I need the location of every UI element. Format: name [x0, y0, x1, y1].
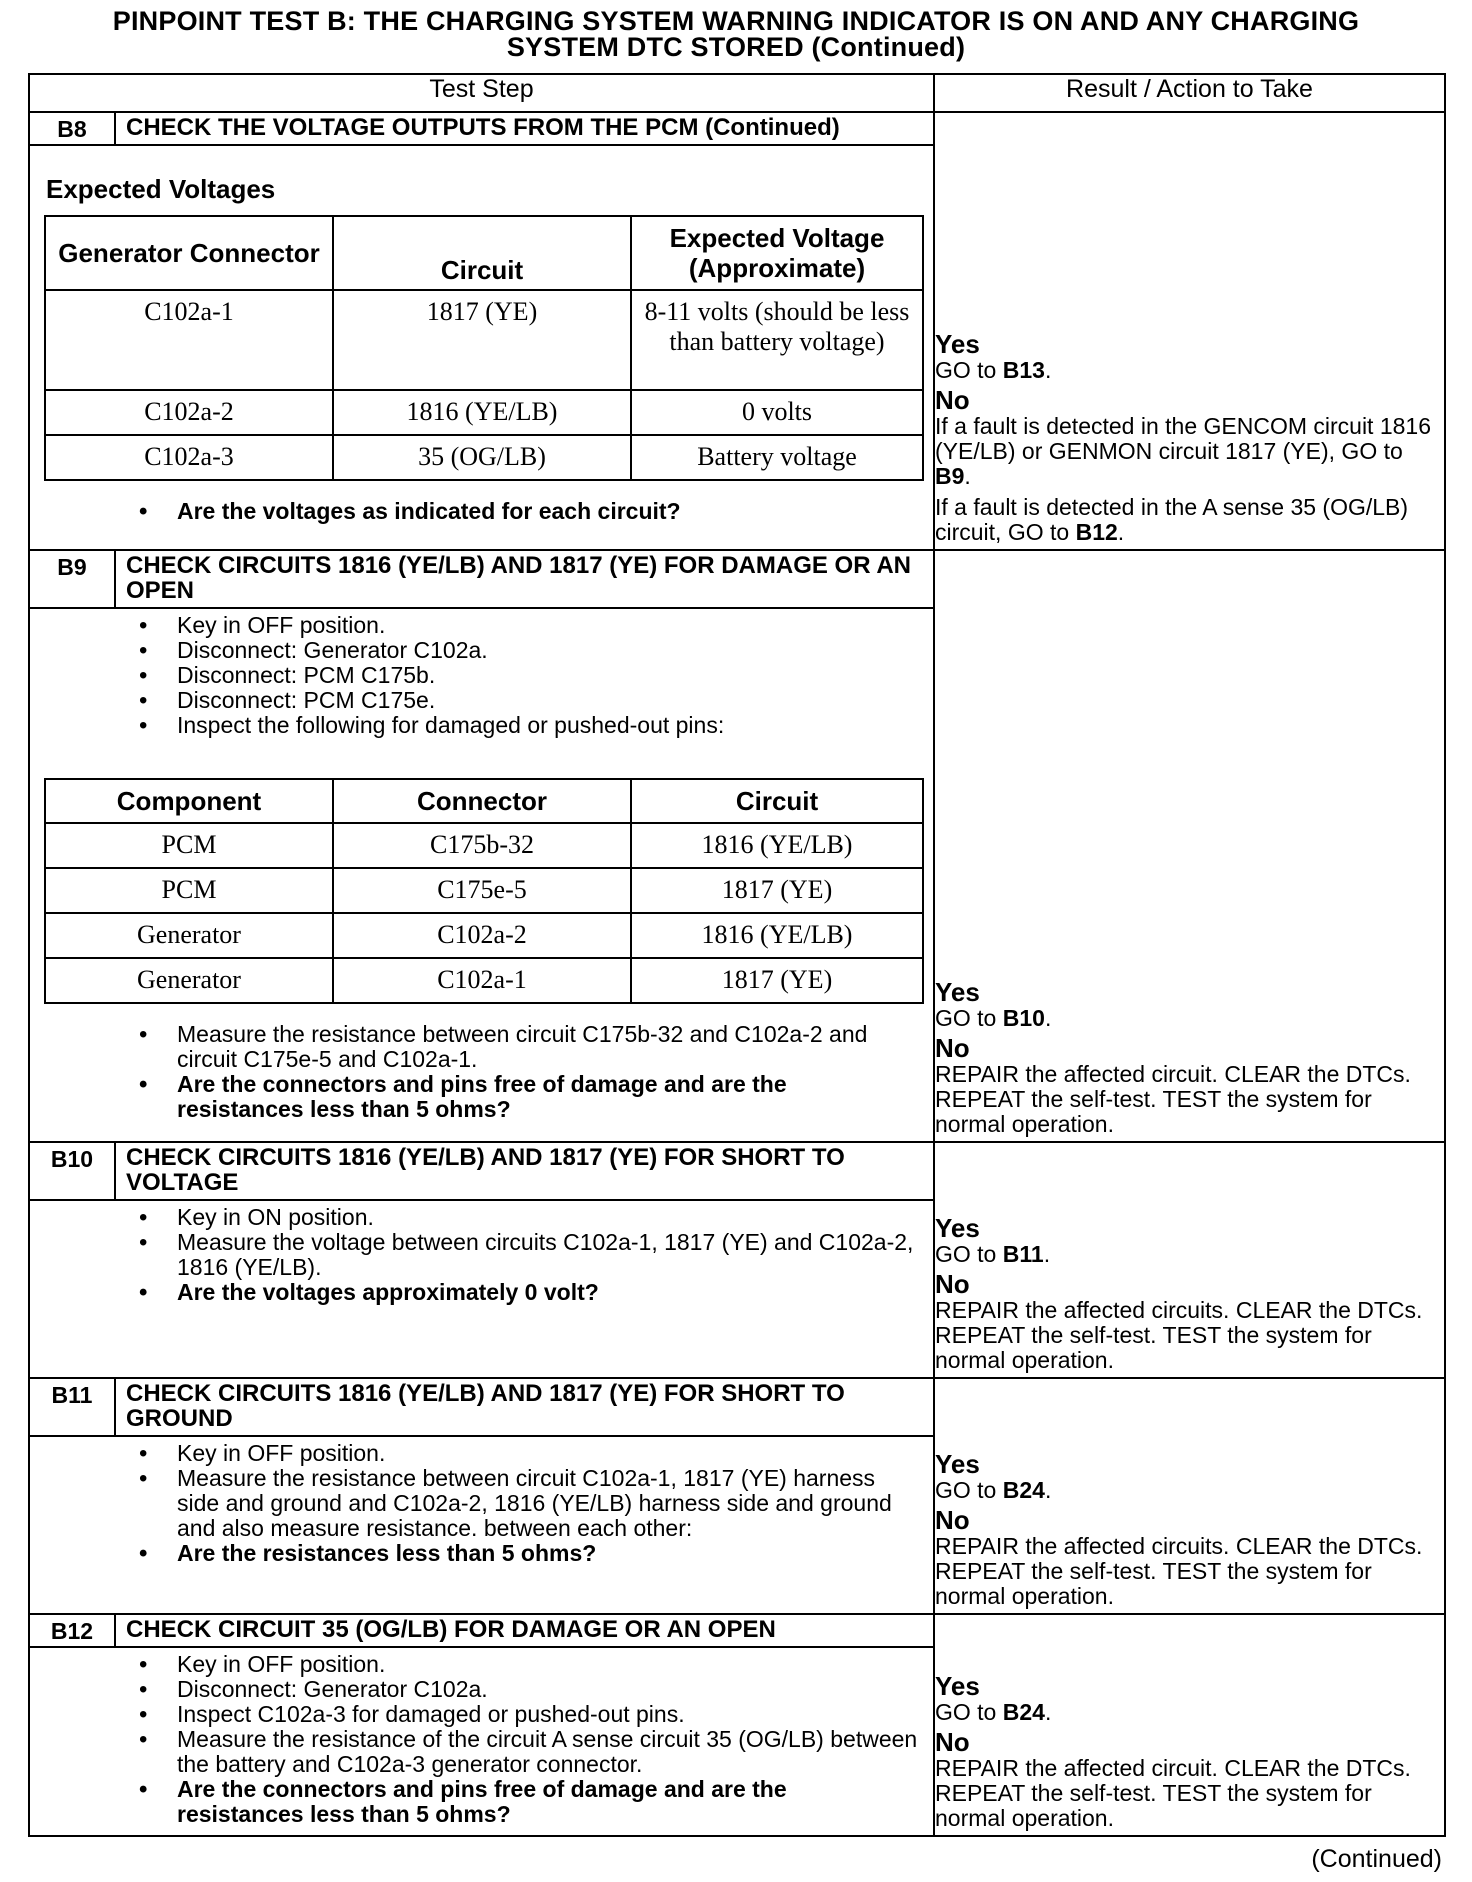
step-question: • Are the connectors and pins free of damage and are the resistances less than 5 ohms? — [44, 1777, 919, 1827]
page-title-line2: SYSTEM DTC STORED (Continued) — [506, 32, 966, 62]
cell: C175e-5 — [333, 868, 631, 913]
col-generator-connector: Generator Connector — [45, 216, 333, 290]
result-b11: Yes GO to B24. No REPAIR the affected circuits. CLEAR the DTCs. REPEAT the self-test. TEST the system for normal operation. — [934, 1378, 1445, 1614]
page-title — [28, 8, 1444, 60]
step-question: • Are the voltages as indicated for each circuit? — [44, 499, 919, 524]
step-title: CHECK CIRCUITS 1816 (YE/LB) AND 1817 (YE) FOR DAMAGE OR AN OPEN — [126, 552, 911, 604]
result-yes-text: GO to — [935, 1477, 1003, 1503]
goto-b9-ref: B9 — [935, 463, 965, 489]
result-no-text: REPAIR the affected circuit. CLEAR the DTCs. REPEAT the self-test. TEST the system for normal operation. — [935, 1061, 1411, 1137]
step-title: CHECK CIRCUITS 1816 (YE/LB) AND 1817 (YE) FOR SHORT TO GROUND — [126, 1380, 845, 1432]
table-row — [45, 868, 923, 913]
step-item: • Measure the resistance of the circuit A sense circuit 35 (OG/LB) between the battery and C102a-3 generator connector. — [44, 1727, 919, 1777]
table-row — [45, 390, 923, 435]
result-yes: Yes — [935, 977, 980, 1007]
table-row — [45, 290, 923, 390]
cell: 1817 (YE) — [631, 958, 923, 1003]
step-id: B8 — [30, 113, 116, 144]
step-id: B9 — [30, 551, 116, 607]
step-row-b10 — [29, 1142, 1445, 1378]
step-question: • Are the connectors and pins free of damage and are the resistances less than 5 ohms? — [44, 1072, 919, 1122]
step-id: B12 — [30, 1615, 116, 1646]
goto-b13-ref: B13 — [1002, 357, 1045, 383]
result-no: No — [935, 1033, 970, 1063]
col-connector: Connector — [333, 779, 631, 823]
step-item: • Key in OFF position. — [44, 1441, 919, 1466]
result-b8: Yes GO to B13. No If a fault is detected in the GENCOM circuit 1816 (YE/LB) or GENMON circuit 1817 (YE), GO to B9. If a fault is detected in the A sense 35 (OG/LB) circuit, GO to B12. — [934, 112, 1445, 550]
step-id: B11 — [30, 1379, 116, 1435]
continued-label: (Continued) — [1311, 1845, 1442, 1873]
step-item: • Key in ON position. — [44, 1205, 919, 1230]
pin-table — [44, 778, 924, 1004]
col-circuit: Circuit — [631, 779, 923, 823]
step-item: • Measure the voltage between circuits C102a-1, 1817 (YE) and C102a-2, 1816 (YE/LB). — [44, 1230, 919, 1280]
col-circuit: Circuit — [333, 216, 631, 290]
cell: Battery voltage — [631, 435, 923, 480]
step-item: • Disconnect: Generator C102a. — [44, 1677, 919, 1702]
table-row — [45, 435, 923, 480]
step-id: B10 — [30, 1143, 116, 1199]
table-row — [45, 913, 923, 958]
table-row — [45, 958, 923, 1003]
step-item: • Inspect the following for damaged or pushed-out pins: — [44, 713, 919, 738]
result-no: No — [935, 385, 970, 415]
goto-b24-ref: B24 — [1002, 1477, 1045, 1503]
col-expected-voltage: Expected Voltage (Approximate) — [631, 216, 923, 290]
result-b9: Yes GO to B10. No REPAIR the affected circuit. CLEAR the DTCs. REPEAT the self-test. TEST the system for normal operation. — [934, 550, 1445, 1142]
cell: 1817 (YE) — [333, 290, 631, 390]
expected-voltages-title: Expected Voltages — [46, 174, 276, 204]
header-test-step: Test Step — [29, 74, 934, 112]
result-yes: Yes — [935, 1449, 980, 1479]
step-item: • Key in OFF position. — [44, 613, 919, 638]
step-row-b11 — [29, 1378, 1445, 1614]
result-yes: Yes — [935, 329, 980, 359]
result-yes-text: GO to — [935, 1005, 1003, 1031]
voltage-table — [44, 215, 924, 481]
result-no-text: REPAIR the affected circuits. CLEAR the DTCs. REPEAT the self-test. TEST the system for normal operation. — [935, 1297, 1423, 1373]
result-b12: Yes GO to B24. No REPAIR the affected circuit. CLEAR the DTCs. REPEAT the self-test. TEST the system for normal operation. — [934, 1614, 1445, 1836]
cell: 1816 (YE/LB) — [631, 823, 923, 868]
step-row-b12 — [29, 1614, 1445, 1836]
result-no: No — [935, 1727, 970, 1757]
result-no: No — [935, 1269, 970, 1299]
step-item: • Inspect C102a-3 for damaged or pushed-out pins. — [44, 1702, 919, 1727]
step-question: • Are the voltages approximately 0 volt? — [44, 1280, 919, 1305]
cell: Generator — [45, 913, 333, 958]
step-row-b9 — [29, 550, 1445, 1142]
step-title: CHECK CIRCUIT 35 (OG/LB) FOR DAMAGE OR AN OPEN — [126, 1616, 776, 1643]
result-no-text-2: If a fault is detected in the A sense 35 (OG/LB) circuit, GO to — [935, 494, 1409, 545]
cell: 0 volts — [631, 390, 923, 435]
cell: 1816 (YE/LB) — [333, 390, 631, 435]
step-question: • Are the resistances less than 5 ohms? — [44, 1541, 919, 1566]
cell: C102a-2 — [333, 913, 631, 958]
table-row — [45, 823, 923, 868]
result-yes-text: GO to — [935, 1241, 1003, 1267]
pinpoint-test-table — [28, 73, 1446, 1837]
cell: 35 (OG/LB) — [333, 435, 631, 480]
result-no: No — [935, 1505, 970, 1535]
goto-b12-ref: B12 — [1075, 519, 1118, 545]
cell: PCM — [45, 823, 333, 868]
cell: C102a-1 — [333, 958, 631, 1003]
result-yes: Yes — [935, 1671, 980, 1701]
cell: Generator — [45, 958, 333, 1003]
result-b10: Yes GO to B11. No REPAIR the affected circuits. CLEAR the DTCs. REPEAT the self-test. TEST the system for normal operation. — [934, 1142, 1445, 1378]
result-yes: Yes — [935, 1213, 980, 1243]
page-title-line1: PINPOINT TEST B: THE CHARGING SYSTEM WARNING INDICATOR IS ON AND ANY CHARGING — [112, 6, 1360, 36]
step-item: • Measure the resistance between circuit C175b-32 and C102a-2 and circuit C175e-5 and C102a-1. — [44, 1022, 919, 1072]
goto-b11-ref: B11 — [1002, 1241, 1044, 1267]
goto-b10-ref: B10 — [1002, 1005, 1045, 1031]
step-title: CHECK CIRCUITS 1816 (YE/LB) AND 1817 (YE) FOR SHORT TO VOLTAGE — [126, 1144, 845, 1196]
cell: C175b-32 — [333, 823, 631, 868]
cell: 8-11 volts (should be less than battery voltage) — [631, 290, 923, 390]
step-item: • Disconnect: Generator C102a. — [44, 638, 919, 663]
step-title: CHECK THE VOLTAGE OUTPUTS FROM THE PCM (Continued) — [126, 114, 840, 141]
result-yes-text: GO to — [935, 1699, 1003, 1725]
cell: C102a-3 — [45, 435, 333, 480]
cell: PCM — [45, 868, 333, 913]
result-no-text: If a fault is detected in the GENCOM circuit 1816 (YE/LB) or GENMON circuit 1817 (YE), GO to — [935, 413, 1432, 464]
result-no-text: REPAIR the affected circuits. CLEAR the DTCs. REPEAT the self-test. TEST the system for normal operation. — [935, 1533, 1423, 1609]
step-item: • Disconnect: PCM C175b. — [44, 663, 919, 688]
goto-b24-ref: B24 — [1002, 1699, 1045, 1725]
cell: 1816 (YE/LB) — [631, 913, 923, 958]
result-yes-text: GO to — [935, 357, 1003, 383]
col-component: Component — [45, 779, 333, 823]
cell: C102a-2 — [45, 390, 333, 435]
result-no-text: REPAIR the affected circuit. CLEAR the DTCs. REPEAT the self-test. TEST the system for normal operation. — [935, 1755, 1411, 1831]
step-row-b8 — [29, 112, 1445, 550]
step-item: • Key in OFF position. — [44, 1652, 919, 1677]
cell: C102a-1 — [45, 290, 333, 390]
header-result: Result / Action to Take — [934, 74, 1445, 112]
step-item: • Disconnect: PCM C175e. — [44, 688, 919, 713]
step-item: • Measure the resistance between circuit C102a-1, 1817 (YE) harness side and ground and C102a-2, 1816 (YE/LB) harness side and ground and also measure resistance. between each other: — [44, 1466, 919, 1541]
cell: 1817 (YE) — [631, 868, 923, 913]
